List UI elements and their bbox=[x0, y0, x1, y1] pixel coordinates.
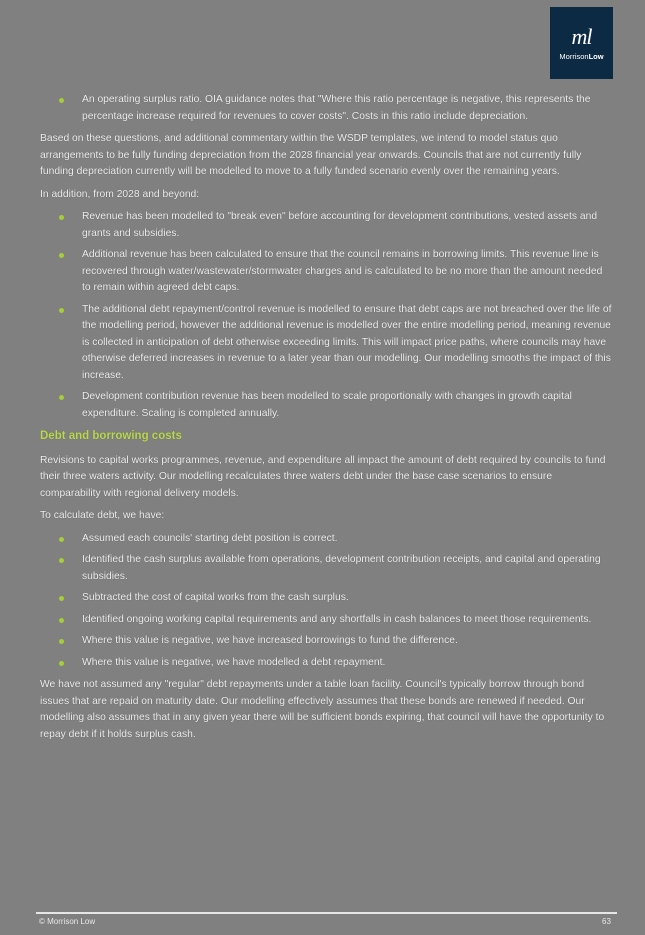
bullet-icon bbox=[59, 253, 64, 258]
top-bullet-list bbox=[40, 92, 612, 125]
morrison-low-logo bbox=[550, 7, 613, 79]
list-item: Revenue has been modelled to "break even" before accounting for development contributions, vested assets and grants and subsidies. bbox=[40, 209, 612, 242]
page-number: 63 bbox=[602, 917, 611, 926]
bullet-icon bbox=[59, 661, 64, 666]
footer-copyright: © Morrison Low bbox=[39, 917, 96, 926]
bullet-icon bbox=[59, 618, 64, 623]
document-body bbox=[40, 92, 612, 749]
bullet-list bbox=[40, 209, 612, 422]
paragraph: In addition, from 2028 and beyond: bbox=[40, 188, 200, 200]
bullet-icon bbox=[59, 558, 64, 563]
paragraph: To calculate debt, we have: bbox=[40, 510, 165, 521]
bullet-icon bbox=[59, 308, 64, 313]
section-heading: Debt and borrowing costs bbox=[40, 430, 182, 442]
bullet-icon bbox=[59, 596, 64, 601]
list-item: The additional debt repayment/control revenue is modelled to ensure that debt caps are not breached over the life of the modelling period, however the additional revenue is modelled over the entire modelling period, meaning revenue is collected in anticipation of debt otherwise exceeding limits. This will impact price paths, where councils may have otherwise deferred increases in revenue to a later year than our modelling. Our modelling smooths the impact of this increase. bbox=[40, 302, 612, 385]
bullet-icon bbox=[59, 395, 64, 400]
list-item: Additional revenue has been calculated to ensure that the council remains in borrowing limits. This revenue line is recovered through water/wastewater/stormwater charges and is calculated to be no more than the amount needed to remain within agreed debt caps. bbox=[40, 247, 612, 297]
list-item: Where this value is negative, we have increased borrowings to fund the difference. bbox=[40, 633, 612, 650]
bullet-icon bbox=[59, 98, 64, 103]
logo-wordmark: MorrisonLow bbox=[559, 51, 604, 61]
list-item: Where this value is negative, we have modelled a debt repayment. bbox=[40, 655, 612, 672]
list-item: Identified the cash surplus available from operations, development contribution receipts, and capital and operating subsidies. bbox=[40, 552, 612, 585]
logo-mark: ml bbox=[571, 23, 592, 49]
paragraph: We have not assumed any "regular" debt repayments under a table loan facility. Council's typically borrow through bond issues that are repaid on maturity date. Our modelling effectively assumes that these bonds are renewed if needed. Our modelling also assumes that in any given year there will be sufficient bonds expiring, that council will have the opportunity to repay debt if it holds surplus cash. bbox=[40, 679, 605, 740]
list-item: Subtracted the cost of capital works from the cash surplus. bbox=[40, 590, 612, 607]
bullet-list bbox=[40, 531, 612, 672]
footer-divider bbox=[36, 912, 617, 914]
bullet-icon bbox=[59, 537, 64, 542]
list-item: Identified ongoing working capital requirements and any shortfalls in cash balances to meet those requirements. bbox=[40, 612, 612, 629]
list-item: An operating surplus ratio. OIA guidance notes that "Where this ratio percentage is negative, this represents the percentage increase required for revenues to cover costs". Costs in this ratio include depreciation. bbox=[40, 92, 612, 125]
paragraph: Based on these questions, and additional commentary within the WSDP templates, we intend to model status quo arrangements to be fully funding depreciation from the 2028 financial year onwards. Councils that are not currently fully funding depreciation currently will be modelled to move to a fully funded scenario evenly over the remaining years. bbox=[40, 133, 582, 177]
bullet-icon bbox=[59, 215, 64, 220]
list-item: Assumed each councils' starting debt position is correct. bbox=[40, 531, 612, 548]
bullet-icon bbox=[59, 639, 64, 644]
list-item: Development contribution revenue has been modelled to scale proportionally with changes in growth capital expenditure. Scaling is completed annually. bbox=[40, 389, 612, 422]
paragraph: Revisions to capital works programmes, revenue, and expenditure all impact the amount of debt required by councils to fund their three waters activity. Our modelling recalculates three waters debt under the base case scenarios to ensure comparability with regional delivery models. bbox=[40, 454, 606, 499]
